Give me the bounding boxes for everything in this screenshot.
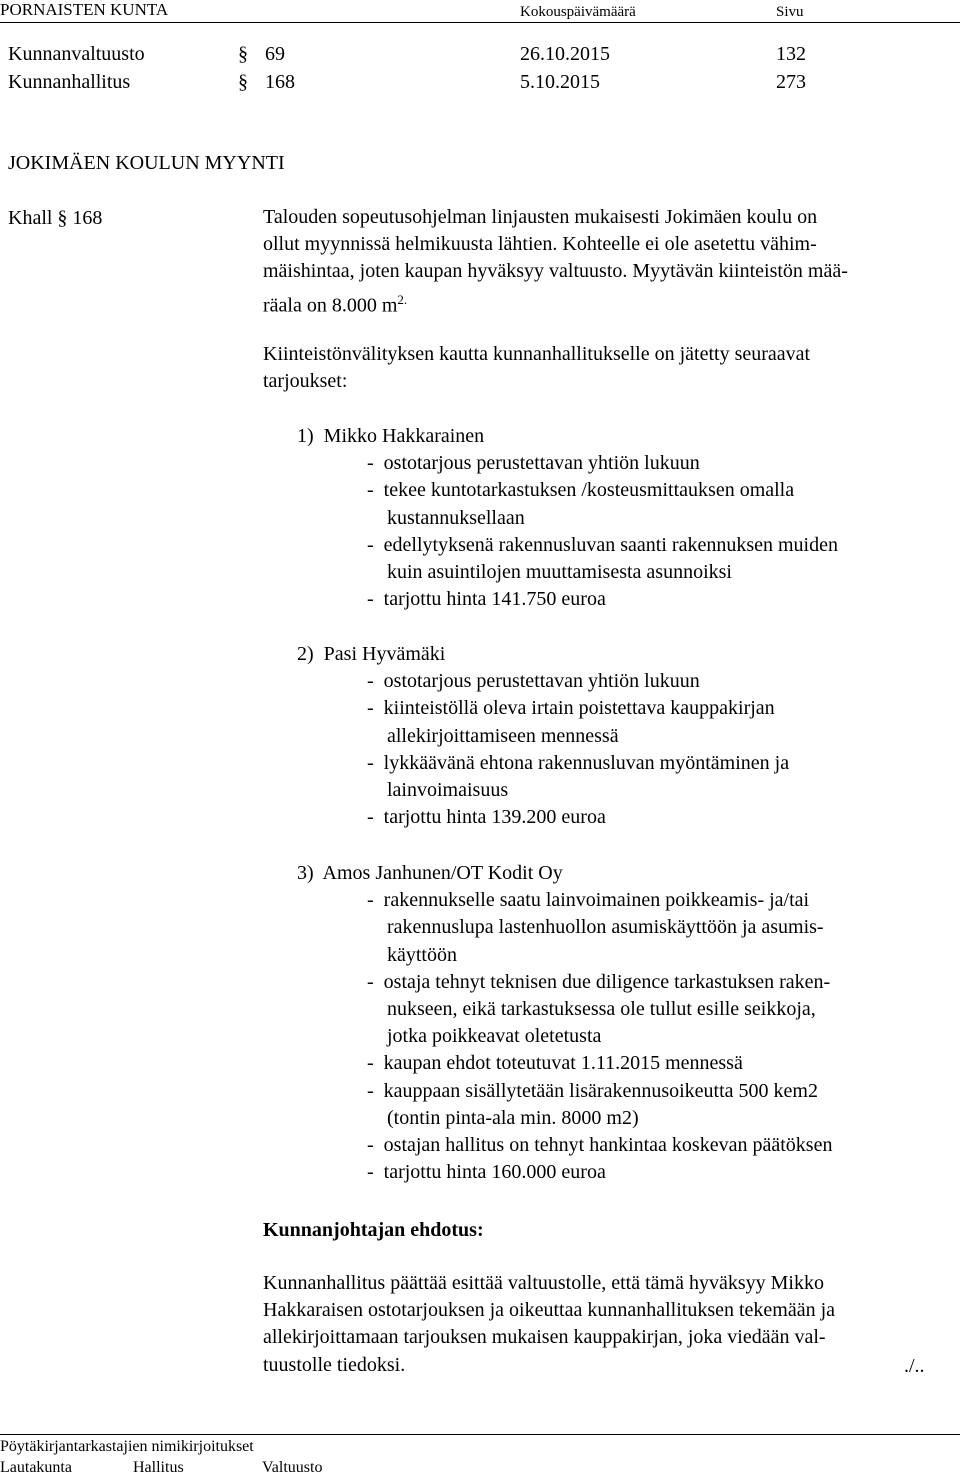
offer-line: lainvoimaisuus: [367, 778, 509, 801]
meta-section-number: 69: [265, 43, 285, 65]
proposal-line: tuustolle tiedoksi.: [263, 1353, 406, 1376]
meta-section-number: 168: [265, 71, 295, 93]
offer-line: - lykkäävänä ehtona rakennusluvan myöntäminen ja: [367, 751, 790, 774]
proposal-line: Hakkaraisen ostotarjouksen ja oikeuttaa kunnanhallituksen tekemään ja: [263, 1299, 836, 1322]
proposal-paragraph: [263, 1270, 835, 1379]
offer-details: [297, 887, 832, 1186]
proposal-line: Kunnanhallitus päättää esittää valtuustolle, että tämä hyväksyy Mikko: [263, 1272, 824, 1294]
intro-line: Talouden sopeutusohjelman linjausten mukaisesti Jokimäen koulu on: [263, 206, 818, 228]
offer-line: - tarjottu hinta 139.200 euroa: [367, 806, 606, 829]
footer-col-lautakunta: Lautakunta: [0, 1459, 72, 1476]
document-title: JOKIMÄEN KOULUN MYYNTI: [8, 152, 285, 174]
intro-line: ollut myynnissä helmikuusta lähtien. Kohteelle ei ole asetettu vähim-: [263, 233, 817, 256]
offer-line: - tarjottu hinta 160.000 euroa: [367, 1161, 606, 1184]
offer-line: - kauppaan sisällytetään lisärakennusoikeutta 500 kem2: [367, 1079, 818, 1102]
offer-line: käyttöön: [367, 943, 457, 966]
footer-signatures-label: Pöytäkirjantarkastajien nimikirjoitukset: [0, 1438, 254, 1455]
section-sign: §: [238, 43, 248, 65]
offer-line: rakennuslupa lastenhuollon asumiskäyttöön ja asumis-: [367, 916, 824, 939]
offer-details: [297, 450, 838, 613]
meta-body: Kunnanhallitus: [8, 71, 131, 93]
offer-line: - tarjottu hinta 141.750 euroa: [367, 588, 606, 611]
offer-line: - ostajan hallitus on tehnyt hankintaa koskevan päätöksen: [367, 1133, 833, 1156]
meta-date: 26.10.2015: [520, 43, 610, 65]
meta-date: 5.10.2015: [520, 71, 600, 93]
offer-line: - edellytyksenä rakennusluvan saanti rakennuksen muiden: [367, 533, 838, 556]
offer-2: [297, 641, 789, 831]
continuation-mark: ./..: [904, 1355, 925, 1377]
lead-line: Kiinteistönvälityksen kautta kunnanhallitukselle on jätetty seuraavat: [263, 343, 811, 365]
meta-page: 273: [776, 71, 806, 93]
offer-line: allekirjoittamiseen mennessä: [367, 724, 619, 747]
intro-line: [263, 286, 848, 317]
meta-body: Kunnanvaltuusto: [8, 43, 145, 65]
offer-line: - kiinteistöllä oleva irtain poistettava kauppakirjan: [367, 697, 775, 720]
khall-section: Khall § 168: [8, 207, 103, 229]
offer-line: nukseen, eikä tarkastuksessa ole tullut esille seikkoja,: [367, 997, 816, 1020]
offer-line: (tontin pinta-ala min. 8000 m2): [367, 1106, 639, 1129]
offer-line: kuin asuintilojen muuttamisesta asunnoiksi: [367, 560, 732, 583]
intro-line: mäishintaa, joten kaupan hyväksyy valtuusto. Myytävän kiinteistön mää-: [263, 260, 848, 283]
offer-3: [297, 860, 832, 1186]
meta-page: 132: [776, 43, 806, 65]
header-divider: [0, 22, 960, 23]
proposal-heading: Kunnanjohtajan ehdotus:: [263, 1219, 484, 1241]
lead-paragraph: [263, 341, 810, 395]
footer-divider: [0, 1434, 960, 1435]
offer-line: kustannuksellaan: [367, 506, 525, 529]
offer-line: - rakennukselle saatu lainvoimainen poikkeamis- ja/tai: [367, 889, 810, 912]
organization-name: PORNAISTEN KUNTA: [0, 0, 169, 19]
offer-title: 2) Pasi Hyvämäki: [297, 643, 446, 665]
offer-details: [297, 668, 789, 831]
footer-col-hallitus: Hallitus: [133, 1459, 184, 1476]
footer-col-valtuusto: Valtuusto: [262, 1459, 323, 1476]
page-label: Sivu: [776, 4, 804, 20]
intro-area-superscript: 2.: [397, 291, 408, 307]
offer-1: [297, 423, 838, 613]
offer-line: - kaupan ehdot toteutuvat 1.11.2015 mennessä: [367, 1052, 743, 1075]
intro-paragraph: [263, 204, 848, 317]
proposal-line: allekirjoittamaan tarjouksen mukaisen kauppakirjan, joka viedään val-: [263, 1326, 826, 1349]
offer-line: - tekee kuntotarkastuksen /kosteusmittauksen omalla: [367, 479, 795, 502]
offer-line: jotka poikkeavat oletetusta: [367, 1025, 602, 1048]
section-sign: §: [238, 71, 248, 93]
lead-line: tarjoukset:: [263, 370, 348, 393]
intro-area-text: räala on 8.000 m: [263, 294, 398, 317]
offer-line: - ostotarjous perustettavan yhtiön lukuun: [367, 452, 700, 475]
offer-line: - ostotarjous perustettavan yhtiön lukuun: [367, 670, 700, 693]
offer-title: 1) Mikko Hakkarainen: [297, 425, 485, 447]
meeting-date-label: Kokouspäivämäärä: [520, 4, 636, 20]
offer-title: 3) Amos Janhunen/OT Kodit Oy: [297, 862, 563, 884]
offer-line: - ostaja tehnyt teknisen due diligence tarkastuksen raken-: [367, 970, 831, 993]
